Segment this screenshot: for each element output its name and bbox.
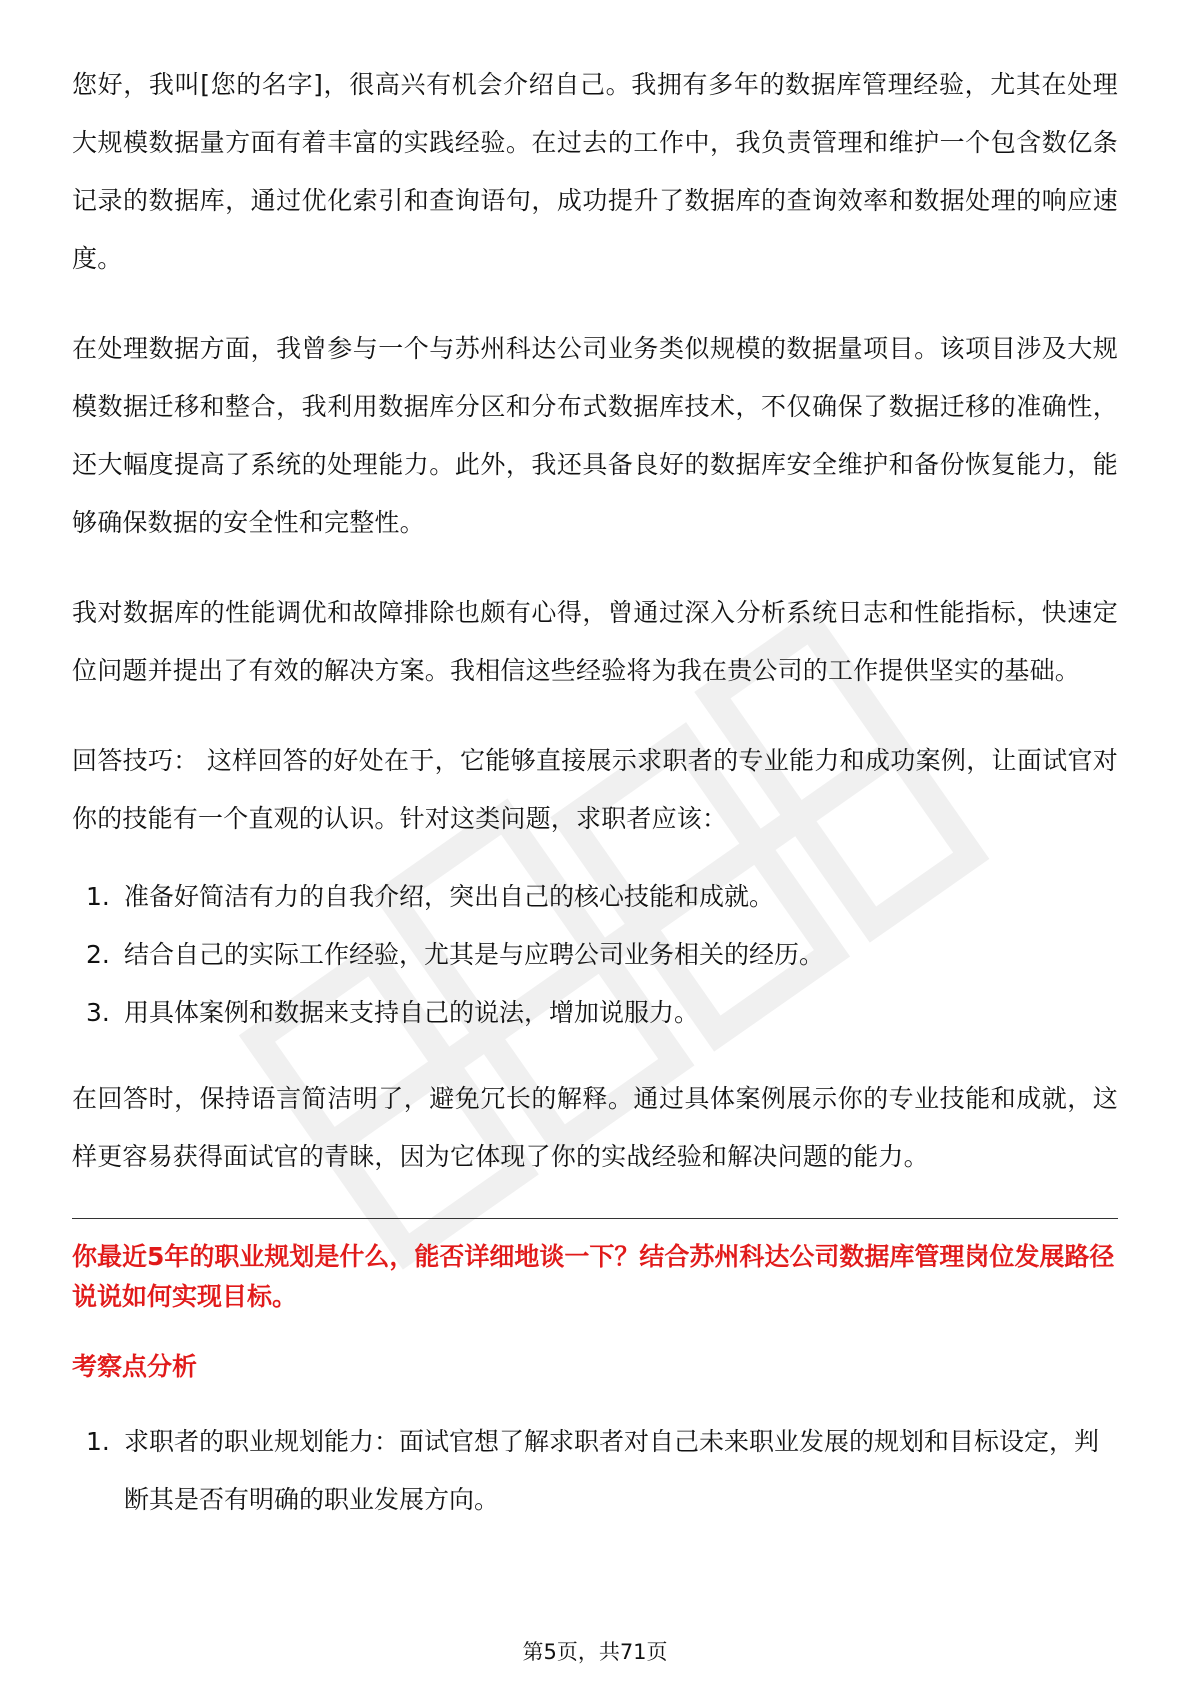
analysis-heading: 考察点分析 [72,1352,198,1381]
intro-paragraph: 您好，我叫[您的名字]，很高兴有机会介绍自己。我拥有多年的数据库管理经验，尤其在处理大规模数据量方面有着丰富的实践经验。在过去的工作中，我负责管理和维护一个包含数亿条记录的数据库，通过优化索引和查询语句，成功提升了数据库的查询效率和数据处理的响应速度。 [72,70,1118,273]
list-item: 3. 用具体案例和数据来支持自己的说法，增加说服力。 [86,998,700,1027]
experience-paragraph: 在处理数据方面，我曾参与一个与苏州科达公司业务类似规模的数据量项目。该项目涉及大规模数据迁移和整合，我利用数据库分区和分布式数据库技术，不仅确保了数据迁移的准确性，还大幅度提高了系统的处理能力。此外，我还具备良好的数据库安全维护和备份恢复能力，能够确保数据的安全性和完整性。 [72,334,1118,537]
list-item: 1. 求职者的职业规划能力：面试官想了解求职者对自己未来职业发展的规划和目标设定，判断其是否有明确的职业发展方向。 [86,1427,1100,1514]
list-item: 1. 准备好简洁有力的自我介绍，突出自己的核心技能和成就。 [86,882,775,911]
tips-list [72,868,1118,1042]
section-divider [72,1218,1118,1219]
analysis-list [72,1413,1118,1529]
list-item: 2. 结合自己的实际工作经验，尤其是与应聘公司业务相关的经历。 [86,940,825,969]
page-footer: 第5页，共71页 [522,1640,668,1664]
document-page [72,56,1118,1557]
skills-paragraph: 我对数据库的性能调优和故障排除也颇有心得，曾通过深入分析系统日志和性能指标，快速定位问题并提出了有效的解决方案。我相信这些经验将为我在贵公司的工作提供坚实的基础。 [72,598,1118,685]
closing-paragraph: 在回答时，保持语言简洁明了，避免冗长的解释。通过具体案例展示你的专业技能和成就，这样更容易获得面试官的青睐，因为它体现了你的实战经验和解决问题的能力。 [72,1084,1118,1171]
tips-intro-paragraph: 回答技巧： 这样回答的好处在于，它能够直接展示求职者的专业能力和成功案例，让面试官对你的技能有一个直观的认识。针对这类问题，求职者应该： [72,746,1118,833]
interview-question: 你最近5年的职业规划是什么，能否详细地谈一下？结合苏州科达公司数据库管理岗位发展路径说说如何实现目标。 [72,1242,1115,1311]
